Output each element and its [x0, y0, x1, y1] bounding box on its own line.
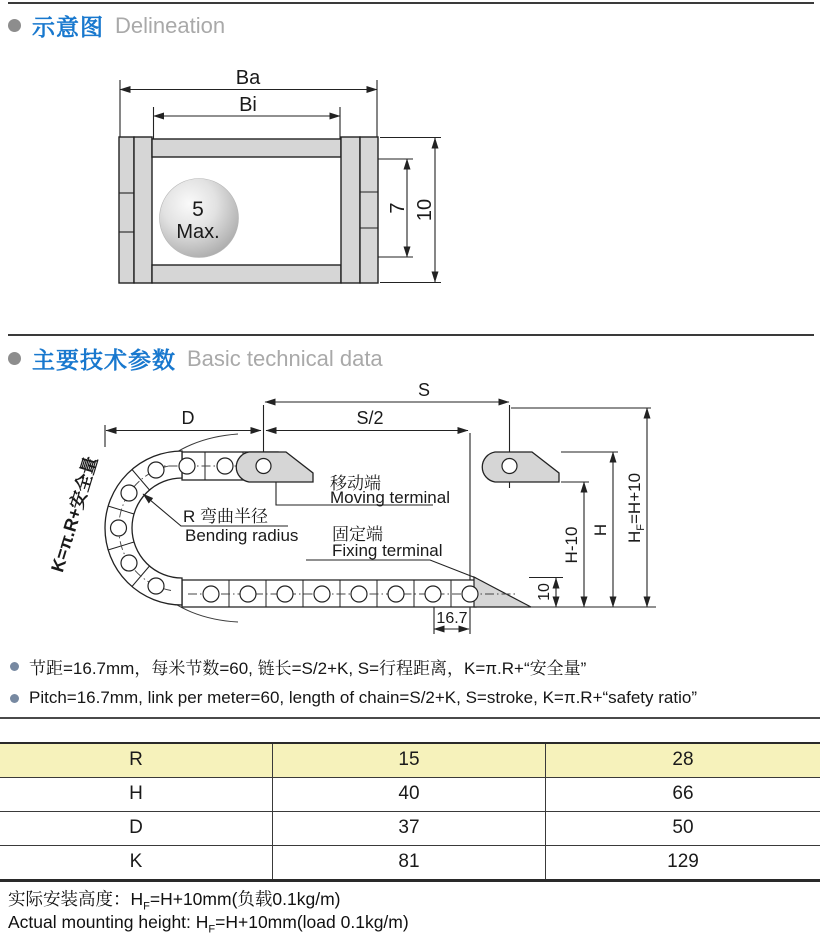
moving-terminal-bracket	[236, 452, 313, 482]
table-cell: 129	[667, 851, 699, 872]
dim-pitch-label: 16.7	[436, 610, 468, 627]
dim-s2-label: S/2	[356, 408, 384, 428]
table-row	[0, 846, 820, 879]
table-cell: 40	[273, 778, 546, 811]
section-title-cn: 示意图	[32, 14, 104, 40]
section-bullet-icon	[8, 19, 21, 32]
dim-s-label: S	[417, 380, 431, 400]
table-row	[0, 778, 820, 812]
section2-rule	[8, 334, 814, 336]
moving-terminal-label-en: Moving terminal	[330, 488, 450, 507]
table-row	[0, 744, 820, 778]
dim-ba-label: Ba	[235, 67, 261, 89]
mounting-height-note-en: Actual mounting height: $H_F=H+10mm(load$ 0.1kg/m)	[8, 912, 409, 936]
chain-link-frame	[119, 137, 378, 283]
ball-diameter-label: 5	[192, 198, 204, 221]
fixing-terminal-label-cn: 固定端	[332, 525, 383, 544]
dim-d-label: D	[181, 408, 195, 428]
table-cell: 15	[273, 744, 546, 777]
subscript-f: F	[208, 923, 216, 936]
section-title-cn: 主要技术参数	[32, 347, 176, 373]
ball-max-label: Max.	[176, 221, 220, 243]
fixing-terminal-bracket	[474, 577, 531, 607]
section-bullet-icon	[8, 352, 21, 365]
bending-radius-label-en: Bending radius	[185, 526, 299, 545]
table-cell: 37	[273, 812, 546, 845]
fixing-terminal-label-en: Fixing terminal	[332, 541, 443, 560]
bullet-icon	[10, 662, 19, 671]
note-cn	[10, 654, 586, 679]
dim-hf-label: $H_F=H+10$	[625, 472, 647, 544]
drag-chain-diagram	[0, 378, 820, 645]
dim-10-label: 10	[536, 583, 553, 601]
dim-h-label: H	[591, 523, 610, 537]
dim-h-minus-10-label: H-10	[562, 526, 581, 564]
table-cell: R	[0, 744, 273, 777]
table-cell: K	[0, 846, 273, 879]
mounting-height-note-cn: 实际安装高度：$H_F=H+10mm$(负载0.1kg/m)	[8, 889, 341, 913]
subscript-f: F	[143, 900, 150, 913]
table-cell: 28	[672, 749, 694, 770]
table-cell: 50	[672, 817, 694, 838]
section-title-en: Delineation	[115, 12, 226, 38]
parameters-table	[0, 742, 820, 882]
moving-terminal-bracket-stroke-end	[482, 452, 559, 482]
note-cn-text: 节距=16.7mm，每米节数=60, 链长=S/2+K, S=行程距离，K=π.R+“安全量”	[29, 659, 587, 678]
chain-bottom-run	[182, 580, 490, 607]
section-header-technical-data	[8, 342, 383, 375]
dim-10-label: 10	[414, 198, 436, 222]
bending-radius-label-cn: R 弯曲半径	[183, 507, 268, 526]
section-title-en: Basic technical data	[187, 345, 383, 371]
k-formula-label: K=π.R+安全量	[47, 454, 102, 575]
dim-7-label: 7	[387, 202, 409, 214]
bullet-icon	[10, 694, 19, 703]
table-row	[0, 812, 820, 846]
cross-section-diagram	[0, 55, 500, 345]
table-cell: H	[0, 778, 273, 811]
dim-bi-label: Bi	[239, 94, 257, 116]
moving-terminal-label-cn: 移动端	[330, 474, 381, 493]
table-cell: 81	[273, 846, 546, 879]
note-en-text: Pitch=16.7mm, link per meter=60, length of chain=S/2+K, S=stroke, K=π.R+“safety ratio”	[29, 688, 697, 707]
top-rule	[8, 2, 814, 4]
table-top-rule	[0, 717, 820, 719]
section-header-delineation	[8, 9, 225, 42]
table-cell: 66	[672, 783, 694, 804]
table-cell: D	[0, 812, 273, 845]
note-en	[10, 688, 697, 708]
